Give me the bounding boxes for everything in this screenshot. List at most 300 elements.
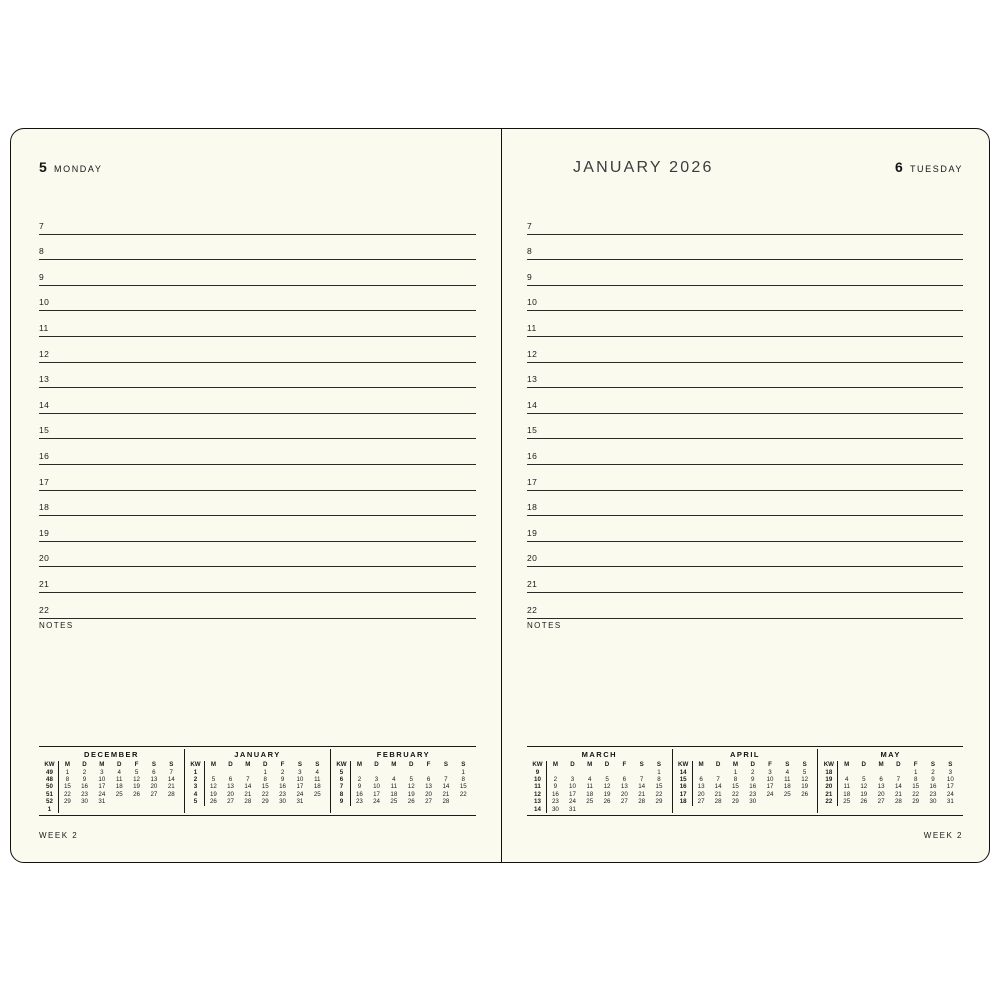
month-title: JANUARY 2026 bbox=[573, 159, 714, 176]
mini-calendar-day-cell bbox=[205, 769, 222, 776]
hour-row[interactable] bbox=[39, 260, 476, 286]
hour-row[interactable] bbox=[527, 465, 963, 491]
mini-calendar-day-cell: 31 bbox=[569, 805, 576, 813]
mini-calendar-day-cell: 4 bbox=[117, 768, 121, 776]
mini-calendar-header-cell: M bbox=[698, 761, 704, 769]
hour-row[interactable] bbox=[39, 465, 476, 491]
mini-calendar-week-number: 52 bbox=[43, 798, 59, 805]
mini-calendar-header-cell: S bbox=[297, 761, 302, 769]
hour-row[interactable] bbox=[39, 516, 476, 542]
hour-row[interactable] bbox=[527, 286, 963, 312]
mini-calendar-day-cell: 10 bbox=[569, 783, 576, 791]
hour-label: 20 bbox=[527, 553, 538, 564]
mini-calendar-table bbox=[531, 761, 668, 813]
mini-calendar-row bbox=[822, 776, 959, 783]
mini-calendar-day-cell bbox=[709, 769, 726, 776]
hour-label: 11 bbox=[527, 322, 537, 333]
mini-calendar-day-cell: 7 bbox=[896, 775, 901, 783]
mini-calendar-day-cell: 19 bbox=[603, 790, 611, 798]
mini-calendar-day-cell: 30 bbox=[929, 798, 937, 806]
hour-row[interactable] bbox=[527, 363, 963, 389]
mini-calendar-row bbox=[43, 783, 180, 790]
mini-calendar-week-number: 5 bbox=[335, 769, 351, 776]
mini-calendar-day-cell: 22 bbox=[63, 790, 71, 798]
hour-label: 18 bbox=[39, 502, 50, 513]
mini-calendar-day-cell: 24 bbox=[296, 790, 304, 798]
mini-calendar-day-cell: 28 bbox=[638, 798, 646, 806]
mini-calendar-title: DECEMBER bbox=[84, 750, 139, 760]
mini-calendar-day-cell: 19 bbox=[407, 790, 415, 798]
mini-calendar-day-cell bbox=[564, 769, 581, 776]
mini-calendar-day-cell: 21 bbox=[244, 790, 252, 798]
mini-calendar-table bbox=[677, 761, 814, 805]
mini-calendar-header-cell: S bbox=[785, 761, 790, 769]
hour-label: 9 bbox=[527, 271, 533, 282]
hour-label: 22 bbox=[39, 604, 50, 615]
mini-calendar-header-cell: D bbox=[262, 761, 268, 769]
mini-calendar-day-cell: 13 bbox=[877, 783, 885, 791]
hour-row[interactable] bbox=[527, 567, 963, 593]
mini-calendar-day-cell: 14 bbox=[894, 783, 902, 791]
mini-calendar-day-cell: 22 bbox=[459, 790, 467, 798]
hour-label: 15 bbox=[39, 425, 50, 436]
mini-calendar-day-cell: 27 bbox=[227, 798, 234, 806]
mini-calendar-day-cell: 9 bbox=[357, 783, 362, 791]
mini-calendar-header-cell: F bbox=[426, 761, 431, 769]
mini-calendar-header-cell: S bbox=[169, 761, 174, 769]
mini-calendar-day-cell: 12 bbox=[133, 775, 140, 783]
hour-label: 7 bbox=[527, 220, 533, 231]
mini-calendar-day-cell: 22 bbox=[655, 790, 663, 798]
mini-calendar-day-cell bbox=[163, 798, 180, 805]
mini-calendar-day-cell: 10 bbox=[766, 775, 774, 783]
mini-calendar-day-cell: 1 bbox=[657, 768, 661, 776]
left-mini-calendars bbox=[39, 746, 476, 816]
mini-calendar-row bbox=[43, 776, 180, 783]
hour-label: 12 bbox=[527, 348, 538, 359]
hour-label: 8 bbox=[39, 246, 45, 257]
mini-calendar-day-cell: 24 bbox=[766, 790, 774, 798]
mini-calendar-day-cell bbox=[598, 806, 615, 813]
mini-calendar-day-cell: 18 bbox=[783, 783, 791, 791]
mini-calendar bbox=[527, 749, 672, 813]
mini-calendar-day-cell bbox=[128, 806, 145, 813]
mini-calendar-day-cell bbox=[616, 769, 633, 776]
mini-calendar-day-cell: 3 bbox=[100, 768, 104, 776]
mini-calendar-day-cell: 28 bbox=[442, 798, 450, 806]
mini-calendar-header-cell: M bbox=[732, 761, 738, 769]
mini-calendar-header-cell: S bbox=[930, 761, 936, 769]
mini-calendar-week-number: 2 bbox=[189, 776, 205, 783]
mini-calendar-day-cell: 29 bbox=[912, 798, 920, 806]
mini-calendar-row bbox=[531, 783, 668, 790]
mini-calendar-day-cell: 3 bbox=[948, 768, 953, 776]
mini-calendar-header-cell: S bbox=[656, 761, 662, 769]
mini-calendar-day-cell: 1 bbox=[461, 768, 465, 776]
mini-calendar-day-cell: 27 bbox=[697, 798, 705, 806]
hour-row[interactable] bbox=[527, 542, 963, 568]
mini-calendar-day-cell: 23 bbox=[551, 798, 559, 806]
mini-calendar-day-cell: 11 bbox=[586, 783, 593, 791]
mini-calendar-header-cell: KW bbox=[335, 761, 351, 768]
left-notes-row[interactable] bbox=[39, 619, 476, 637]
right-notes-row[interactable] bbox=[527, 619, 963, 637]
left-notes-label: NOTES bbox=[39, 620, 74, 630]
mini-calendar-day-cell bbox=[239, 769, 256, 776]
mini-calendar-day-cell bbox=[547, 769, 564, 776]
mini-calendar-day-cell: 9 bbox=[280, 775, 285, 783]
mini-calendar-day-cell: 15 bbox=[63, 783, 71, 791]
mini-calendar-day-cell: 3 bbox=[374, 775, 379, 783]
mini-calendar-day-cell bbox=[145, 806, 162, 813]
mini-calendar-day-cell: 28 bbox=[714, 798, 722, 806]
mini-calendar-header-cell: M bbox=[210, 761, 216, 769]
mini-calendar-day-cell bbox=[420, 769, 437, 776]
left-week-label: WEEK 2 bbox=[39, 831, 79, 840]
mini-calendar-row bbox=[531, 806, 668, 813]
right-mini-calendars bbox=[527, 746, 963, 816]
mini-calendar-day-cell: 9 bbox=[931, 775, 935, 783]
mini-calendar-day-cell: 17 bbox=[296, 783, 304, 791]
hour-row[interactable] bbox=[39, 311, 476, 337]
mini-calendar-week-number: 4 bbox=[189, 791, 205, 798]
mini-calendar-day-cell bbox=[309, 798, 326, 805]
mini-calendar-day-cell: 22 bbox=[261, 790, 269, 798]
hour-row[interactable] bbox=[39, 209, 476, 235]
mini-calendar-day-cell: 26 bbox=[801, 790, 809, 798]
mini-calendar-header-cell: M bbox=[391, 761, 397, 769]
hour-row[interactable] bbox=[527, 439, 963, 465]
mini-calendar-title: JANUARY bbox=[234, 750, 281, 760]
mini-calendar-day-cell bbox=[368, 769, 385, 776]
mini-calendar-day-cell bbox=[145, 798, 162, 805]
mini-calendar-day-cell: 27 bbox=[425, 798, 432, 806]
mini-calendar-day-cell: 6 bbox=[152, 768, 156, 776]
mini-calendar-day-cell: 5 bbox=[211, 775, 216, 783]
mini-calendar-day-cell bbox=[581, 769, 598, 776]
mini-calendar-header-cell: F bbox=[280, 761, 285, 769]
hour-row[interactable] bbox=[39, 491, 476, 517]
mini-calendar-week-number: 9 bbox=[335, 798, 351, 805]
mini-calendar-day-cell bbox=[581, 806, 598, 813]
mini-calendar-header-cell: D bbox=[374, 761, 379, 769]
hour-label: 17 bbox=[39, 476, 50, 487]
mini-calendar-table bbox=[335, 761, 472, 805]
mini-calendar-row bbox=[189, 783, 326, 790]
mini-calendar-title: FEBRUARY bbox=[376, 750, 431, 760]
mini-calendar-day-cell: 15 bbox=[731, 783, 739, 791]
mini-calendar-day-cell: 22 bbox=[731, 790, 739, 798]
mini-calendar-week-number: 10 bbox=[531, 776, 547, 783]
mini-calendar-header-cell: F bbox=[768, 761, 772, 769]
mini-calendar-title: MARCH bbox=[581, 750, 618, 760]
mini-calendar-day-cell: 23 bbox=[81, 790, 88, 798]
mini-calendar-day-cell: 16 bbox=[749, 783, 757, 791]
mini-calendar-day-cell: 11 bbox=[843, 783, 850, 791]
mini-calendar-day-cell: 2 bbox=[357, 775, 362, 783]
mini-calendar-day-cell: 1 bbox=[733, 768, 738, 776]
hour-label: 14 bbox=[527, 399, 538, 410]
mini-calendar-week-number: 22 bbox=[822, 798, 838, 805]
mini-calendar-header-cell: S bbox=[461, 761, 466, 769]
hour-row[interactable] bbox=[527, 209, 963, 235]
mini-calendar-row bbox=[335, 769, 472, 776]
mini-calendar-day-cell bbox=[128, 798, 145, 805]
mini-calendar-day-cell: 17 bbox=[98, 783, 106, 791]
mini-calendar-day-cell: 18 bbox=[115, 783, 123, 791]
mini-calendar-header-cell: D bbox=[228, 761, 233, 769]
mini-calendar-day-cell: 1 bbox=[913, 768, 918, 776]
left-day-heading bbox=[39, 159, 476, 175]
mini-calendar-day-cell: 11 bbox=[784, 775, 791, 783]
mini-calendar-day-cell bbox=[437, 769, 454, 776]
mini-calendar-day-cell: 17 bbox=[946, 783, 954, 791]
mini-calendar-day-cell: 5 bbox=[409, 775, 413, 783]
mini-calendar-row bbox=[822, 769, 959, 776]
hour-row[interactable] bbox=[527, 235, 963, 261]
mini-calendar-day-cell: 6 bbox=[622, 775, 627, 783]
mini-calendar-day-cell: 7 bbox=[639, 775, 644, 783]
mini-calendar-row bbox=[531, 776, 668, 783]
mini-calendar-header-cell: KW bbox=[677, 761, 693, 768]
hour-row[interactable] bbox=[527, 260, 963, 286]
planner-spread bbox=[10, 128, 990, 863]
mini-calendar-day-cell: 31 bbox=[946, 798, 954, 806]
right-hour-list bbox=[527, 209, 963, 619]
mini-calendar-header-cell: D bbox=[408, 761, 414, 769]
hour-row[interactable] bbox=[39, 542, 476, 568]
mini-calendar-day-cell: 1 bbox=[65, 768, 70, 776]
mini-calendar-week-number: 17 bbox=[677, 791, 693, 798]
hour-row[interactable] bbox=[527, 311, 963, 337]
hour-label: 16 bbox=[527, 450, 538, 461]
mini-calendar-day-cell: 16 bbox=[551, 790, 559, 798]
mini-calendar-day-cell: 3 bbox=[298, 768, 302, 776]
mini-calendar-row bbox=[189, 769, 326, 776]
mini-calendar-day-cell: 10 bbox=[98, 775, 106, 783]
hour-label: 20 bbox=[39, 553, 50, 564]
mini-calendar-header-cell: S bbox=[948, 761, 953, 769]
mini-calendar-week-number: 49 bbox=[43, 769, 59, 776]
right-page bbox=[502, 129, 990, 862]
mini-calendar-day-cell: 7 bbox=[246, 775, 250, 783]
hour-label: 11 bbox=[39, 322, 49, 333]
mini-calendar-day-cell: 14 bbox=[244, 783, 252, 791]
mini-calendar-day-cell bbox=[650, 806, 667, 813]
mini-calendar-day-cell: 4 bbox=[785, 768, 790, 776]
mini-calendar bbox=[817, 749, 963, 813]
mini-calendar-header-cell: S bbox=[315, 761, 320, 769]
mini-calendar-header-cell: D bbox=[604, 761, 610, 769]
hour-label: 13 bbox=[39, 374, 50, 385]
mini-calendar-row bbox=[43, 791, 180, 798]
mini-calendar-day-cell: 12 bbox=[603, 783, 611, 791]
mini-calendar-day-cell bbox=[111, 798, 128, 805]
mini-calendar-day-cell: 4 bbox=[588, 775, 592, 783]
mini-calendar-day-cell: 29 bbox=[655, 798, 663, 806]
hour-label: 15 bbox=[527, 425, 538, 436]
mini-calendar-week-number: 12 bbox=[531, 791, 547, 798]
mini-calendar-header-cell: D bbox=[82, 761, 87, 769]
mini-calendar-day-cell: 4 bbox=[315, 768, 319, 776]
mini-calendar-day-cell: 9 bbox=[553, 783, 558, 791]
mini-calendar-header-cell: M bbox=[552, 761, 558, 769]
right-week-label: WEEK 2 bbox=[923, 831, 963, 840]
mini-calendar-day-cell: 20 bbox=[425, 790, 432, 798]
mini-calendar-day-cell: 26 bbox=[860, 798, 868, 806]
hour-row[interactable] bbox=[527, 388, 963, 414]
mini-calendar-row bbox=[335, 791, 472, 798]
mini-calendar-day-cell: 10 bbox=[946, 775, 954, 783]
hour-label: 22 bbox=[527, 604, 538, 615]
mini-calendar-day-cell bbox=[351, 769, 368, 776]
mini-calendar-day-cell: 16 bbox=[81, 783, 88, 791]
mini-calendar-day-cell: 5 bbox=[134, 768, 139, 776]
mini-calendar-day-cell: 26 bbox=[603, 798, 611, 806]
mini-calendar bbox=[184, 749, 330, 813]
hour-row[interactable] bbox=[39, 286, 476, 312]
mini-calendar-day-cell: 19 bbox=[860, 790, 868, 798]
hour-row[interactable] bbox=[39, 363, 476, 389]
hour-row[interactable] bbox=[39, 235, 476, 261]
mini-calendar-day-cell: 4 bbox=[392, 775, 396, 783]
mini-calendar-day-cell: 2 bbox=[553, 775, 558, 783]
hour-label: 16 bbox=[39, 450, 50, 461]
mini-calendar-day-cell: 20 bbox=[697, 790, 705, 798]
hour-row[interactable] bbox=[39, 439, 476, 465]
mini-calendar-day-cell bbox=[761, 798, 778, 805]
mini-calendar-header-cell: M bbox=[844, 761, 850, 769]
mini-calendar-header-cell: S bbox=[639, 761, 644, 769]
mini-calendar-row bbox=[189, 791, 326, 798]
mini-calendar-day-cell bbox=[222, 769, 239, 776]
mini-calendar-week-number: 11 bbox=[531, 783, 547, 790]
mini-calendar-day-cell: 30 bbox=[81, 798, 88, 806]
mini-calendar-day-cell: 18 bbox=[843, 790, 851, 798]
mini-calendar-day-cell: 23 bbox=[749, 790, 757, 798]
mini-calendar-week-number: 18 bbox=[822, 769, 838, 776]
mini-calendar-day-cell: 24 bbox=[946, 790, 954, 798]
mini-calendar-day-cell bbox=[76, 806, 93, 813]
mini-calendar-day-cell: 11 bbox=[115, 775, 123, 783]
hour-row[interactable] bbox=[39, 388, 476, 414]
mini-calendar-day-cell bbox=[633, 806, 650, 813]
mini-calendar-week-number: 15 bbox=[677, 776, 693, 783]
left-page-header bbox=[39, 159, 476, 189]
right-day-name: TUESDAY bbox=[909, 164, 963, 174]
mini-calendar-header-cell: M bbox=[587, 761, 593, 769]
mini-calendar-day-cell: 6 bbox=[699, 775, 703, 783]
mini-calendar-day-cell: 12 bbox=[860, 783, 868, 791]
mini-calendar-day-cell: 16 bbox=[929, 783, 937, 791]
mini-calendar-day-cell: 9 bbox=[750, 775, 755, 783]
mini-calendar-header-cell: M bbox=[245, 761, 251, 769]
mini-calendar-day-cell: 14 bbox=[714, 783, 722, 791]
mini-calendar-day-cell: 17 bbox=[569, 790, 576, 798]
mini-calendar-header-cell: M bbox=[356, 761, 362, 769]
mini-calendar-week-number: 19 bbox=[822, 776, 838, 783]
mini-calendar-title: MAY bbox=[880, 750, 901, 760]
mini-calendar-day-cell: 6 bbox=[879, 775, 883, 783]
mini-calendar-day-cell: 2 bbox=[82, 768, 87, 776]
hour-row[interactable] bbox=[527, 414, 963, 440]
mini-calendar-day-cell: 26 bbox=[209, 798, 217, 806]
mini-calendar-row bbox=[531, 791, 668, 798]
mini-calendar-day-cell: 28 bbox=[167, 790, 175, 798]
mini-calendar-header-cell: D bbox=[861, 761, 867, 769]
hour-row[interactable] bbox=[39, 414, 476, 440]
mini-calendar-day-cell: 19 bbox=[133, 783, 140, 791]
mini-calendar-day-cell: 21 bbox=[714, 790, 722, 798]
mini-calendar-day-cell: 12 bbox=[209, 783, 217, 791]
mini-calendar-day-cell: 21 bbox=[638, 790, 646, 798]
mini-calendar-day-cell: 20 bbox=[877, 790, 885, 798]
mini-calendar-header-cell: M bbox=[64, 761, 70, 769]
mini-calendar bbox=[39, 749, 184, 813]
right-day-number: 6 bbox=[894, 159, 903, 175]
left-day-number: 5 bbox=[39, 159, 47, 175]
hour-row[interactable] bbox=[39, 593, 476, 619]
mini-calendar-day-cell: 24 bbox=[98, 790, 106, 798]
mini-calendar-row bbox=[677, 791, 814, 798]
hour-row[interactable] bbox=[527, 516, 963, 542]
mini-calendar-table bbox=[822, 761, 959, 805]
mini-calendar-row bbox=[335, 783, 472, 790]
hour-row[interactable] bbox=[527, 491, 963, 517]
mini-calendar-day-cell: 8 bbox=[461, 775, 465, 783]
mini-calendar-day-cell bbox=[93, 806, 110, 813]
mini-calendar-day-cell: 8 bbox=[733, 775, 738, 783]
mini-calendar-day-cell: 27 bbox=[620, 798, 628, 806]
mini-calendar-day-cell: 12 bbox=[407, 783, 415, 791]
mini-calendar-day-cell: 23 bbox=[355, 798, 363, 806]
mini-calendar-day-cell: 13 bbox=[620, 783, 628, 791]
hour-row[interactable] bbox=[39, 567, 476, 593]
mini-calendar-day-cell: 7 bbox=[444, 775, 448, 783]
mini-calendar-day-cell: 14 bbox=[167, 775, 175, 783]
mini-calendar-day-cell: 2 bbox=[931, 768, 935, 776]
mini-calendar-day-cell: 16 bbox=[279, 783, 286, 791]
mini-calendar-day-cell: 13 bbox=[425, 783, 432, 791]
mini-calendar-day-cell bbox=[633, 769, 650, 776]
mini-calendar-day-cell: 19 bbox=[209, 790, 217, 798]
mini-calendar-day-cell: 7 bbox=[169, 768, 173, 776]
mini-calendar-day-cell: 20 bbox=[227, 790, 234, 798]
hour-row[interactable] bbox=[527, 593, 963, 619]
mini-calendar-day-cell: 30 bbox=[279, 798, 286, 806]
mini-calendar-header-cell: S bbox=[802, 761, 807, 769]
mini-calendar bbox=[330, 749, 476, 813]
mini-calendar-week-number: 48 bbox=[43, 776, 59, 783]
mini-calendar-day-cell: 2 bbox=[280, 768, 285, 776]
hour-label: 12 bbox=[39, 348, 50, 359]
mini-calendar-day-cell: 23 bbox=[929, 790, 937, 798]
right-page-header bbox=[527, 159, 963, 189]
hour-row[interactable] bbox=[527, 337, 963, 363]
mini-calendar-day-cell: 8 bbox=[263, 775, 267, 783]
hour-label: 10 bbox=[527, 297, 538, 308]
left-page bbox=[11, 129, 501, 862]
mini-calendar-day-cell: 27 bbox=[150, 790, 158, 798]
mini-calendar-week-number: 14 bbox=[677, 769, 693, 776]
mini-calendar-week-number: 1 bbox=[43, 806, 59, 813]
hour-row[interactable] bbox=[39, 337, 476, 363]
mini-calendar-header-cell: D bbox=[750, 761, 755, 769]
mini-calendar-day-cell: 15 bbox=[459, 783, 467, 791]
mini-calendar-day-cell bbox=[796, 798, 813, 805]
mini-calendar-day-cell bbox=[59, 806, 76, 813]
mini-calendar-day-cell bbox=[403, 769, 420, 776]
